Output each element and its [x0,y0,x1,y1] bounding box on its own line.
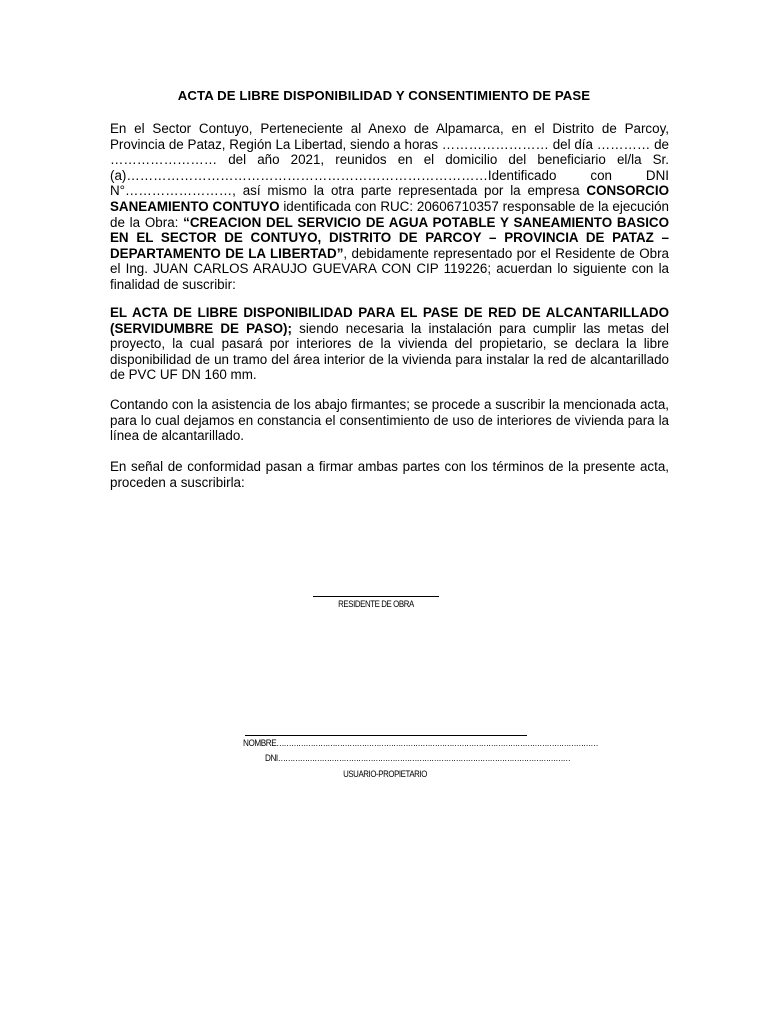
intro-text-3: , debidamente representado por el Residente de Obra el Ing. JUAN CARLOS ARAUJO GUEVARA CON CIP 119226; acuerdan lo siguiente con la finalidad de suscribir: [110,245,670,292]
owner-signature-label: USUARIO-PROPIETARIO [343,769,427,780]
owner-dni-label: DNI [265,753,278,764]
paragraph-agreement [110,305,669,383]
owner-name-field [243,738,598,749]
agreement-text: siendo necesaria la instalación para cumplir las metas del proyecto, la cual pasará por interiores de la vivienda del propietario, se declara la libre disponibilidad de un tramo del área interior de la vivienda para instalar la red de alcantarillado de PVC UF DN 160 mm. [110,320,669,383]
paragraph-attendance: Contando con la asistencia de los abajo firmantes; se procede a suscribir la mencionada acta, para lo cual dejamos en constancia el consentimiento de uso de interiores de vivienda para la línea de alcantarillado. [110,397,669,444]
owner-dni-dots: ………………………………………………………………………………………………………… [277,753,570,764]
company-name: CONSORCIO SANEAMIENTO CONTUYO [110,183,669,214]
paragraph-conformity: En señal de conformidad pasan a firmar ambas partes con los términos de la presente acta, proceden a suscribirla: [110,459,669,490]
paragraph-intro [110,121,669,293]
resident-signature-label: RESIDENTE DE OBRA [338,599,414,610]
intro-text-1: En el Sector Contuyo, Perteneciente al Anexo de Alpamarca, en el Distrito de Parcoy, Provincia de Pataz, Región La Libertad, siendo a horas …………………… del día ………… de …………………… del año 2021, reunidos en el domicilio del beneficiario el/la Sr.(a)………………………………………………………………………Identificado con DNI N°……………………, así mismo la otra parte representada por la empresa [110,121,669,199]
agreement-heading: EL ACTA DE LIBRE DISPONIBILIDAD PARA EL PASE DE RED DE ALCANTARILLADO (SERVIDUMBRE DE PASO); [110,305,669,336]
project-name: “CREACION DEL SERVICIO DE AGUA POTABLE Y SANEAMIENTO BASICO EN EL SECTOR DE CONTUYO, DISTRITO DE PARCOY – PROVINCIA DE PATAZ – DEPARTAMENTO DE LA LIBERTAD” [110,214,669,261]
owner-name-dots: …………………………………………………………………………………………………………………… [276,738,598,749]
owner-name-label: NOMBRE [243,738,277,749]
intro-text-2: identificada con RUC: 20606710357 responsable de la ejecución de la Obra: [110,198,669,230]
owner-dni-field [265,753,570,764]
owner-signature-line [245,735,527,736]
resident-signature-line [313,596,439,597]
document-title: ACTA DE LIBRE DISPONIBILIDAD Y CONSENTIMIENTO DE PASE [177,88,591,103]
